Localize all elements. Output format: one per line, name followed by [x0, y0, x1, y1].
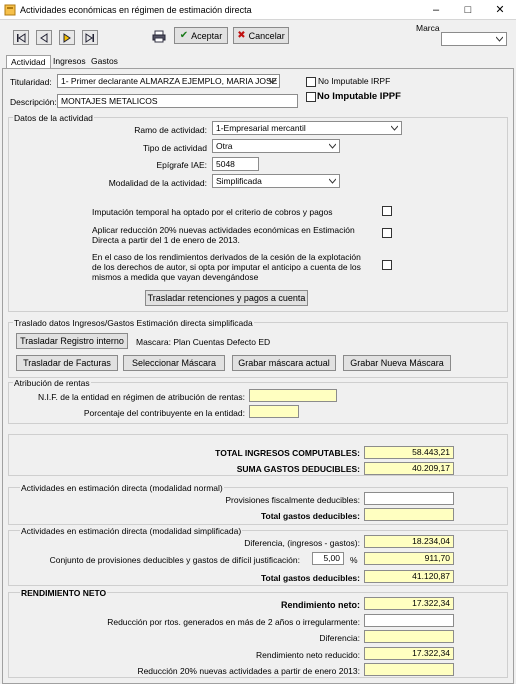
ramo-label: Ramo de actividad: — [134, 125, 207, 135]
aceptar-button[interactable] — [174, 27, 228, 44]
rendimiento-legend: RENDIMIENTO NETO — [21, 588, 107, 598]
provisiones-input[interactable] — [364, 492, 454, 505]
first-icon — [16, 33, 26, 43]
total-ingresos-label: TOTAL INGRESOS COMPUTABLES: — [215, 448, 360, 458]
modalidad-label: Modalidad de la actividad: — [108, 178, 207, 188]
normal-total-value — [364, 508, 454, 521]
chevron-down-icon — [329, 143, 336, 149]
mascara-text: Mascara: Plan Cuentas Defecto ED — [136, 337, 271, 347]
no-imputable-ippf-checkbox[interactable] — [306, 92, 316, 102]
rendimiento-neto-value: 17.322,34 — [364, 597, 454, 610]
modalidad-value: Simplificada — [216, 176, 262, 186]
trasladar-registro-button[interactable]: Trasladar Registro interno — [16, 333, 128, 349]
chevron-down-icon — [269, 78, 276, 84]
minimize-button[interactable]: – — [432, 4, 440, 16]
suma-gastos-label: SUMA GASTOS DEDUCIBLES: — [236, 464, 360, 474]
first-record-button[interactable] — [13, 30, 29, 45]
modalidad-select[interactable] — [212, 174, 340, 188]
percent-symbol: % — [350, 555, 358, 565]
descripcion-label: Descripción: — [10, 97, 57, 107]
conjunto-value: 911,70 — [364, 552, 454, 565]
traslado-legend: Traslado datos Ingresos/Gastos Estimación directa simplificada — [14, 318, 253, 328]
grabar-nueva-mascara-button[interactable]: Grabar Nueva Máscara — [343, 355, 451, 371]
check-icon: ✔ — [179, 30, 189, 41]
diferencia-label: Diferencia, (ingresos - gastos): — [244, 538, 360, 548]
reduccion-rtos-input[interactable] — [364, 614, 454, 627]
tipo-value: Otra — [216, 141, 233, 151]
atribucion-legend: Atribución de rentas — [14, 378, 90, 388]
tipo-label: Tipo de actividad — [143, 143, 207, 153]
rendimiento-diferencia-value — [364, 630, 454, 643]
titularidad-select[interactable] — [57, 74, 280, 88]
app-icon — [4, 4, 16, 16]
imputacion-label: Imputación temporal ha optado por el criterio de cobros y pagos — [92, 207, 333, 217]
tab-ingresos[interactable]: Ingresos — [53, 56, 86, 66]
simplificada-total-value: 41.120,87 — [364, 570, 454, 583]
titularidad-value: 1- Primer declarante ALMARZA EJEMPLO, MARIA JOSE — [61, 76, 278, 86]
reduccion-20-label: Reducción 20% nuevas actividades a partir de enero 2013: — [137, 666, 360, 676]
cancelar-button[interactable] — [233, 27, 289, 44]
no-imputable-irpf-label: No Imputable IRPF — [318, 76, 391, 86]
rendimiento-neto-label: Rendimiento neto: — [281, 600, 360, 610]
cancel-icon: ✖ — [237, 30, 246, 41]
porcentaje-provisiones-input[interactable]: 5,00 — [312, 552, 344, 565]
datos-actividad-legend: Datos de la actividad — [14, 113, 93, 123]
chevron-down-icon — [391, 125, 398, 131]
simplificada-legend: Actividades en estimación directa (modalidad simplificada) — [21, 526, 242, 536]
next-icon — [62, 33, 72, 43]
total-ingresos-value: 58.443,21 — [364, 446, 454, 459]
aceptar-label: Aceptar — [191, 30, 223, 41]
reduccion-20-value — [364, 663, 454, 676]
maximize-button[interactable]: □ — [464, 4, 472, 16]
epigrafe-label: Epígrafe IAE: — [156, 160, 207, 170]
porcentaje-label: Porcentaje del contribuyente en la entidad: — [83, 408, 245, 418]
no-imputable-ippf-label: No Imputable IPPF — [317, 91, 401, 102]
nif-label: N.I.F. de la entidad en régimen de atribución de rentas: — [38, 392, 245, 402]
next-record-button[interactable] — [59, 30, 75, 45]
reduccion-checkbox[interactable] — [382, 228, 392, 238]
rendimiento-reducido-label: Rendimiento neto reducido: — [256, 650, 360, 660]
ramo-value: 1-Empresarial mercantil — [216, 123, 306, 133]
descripcion-input[interactable]: MONTAJES METALICOS — [57, 94, 298, 108]
tab-actividad[interactable]: Actividad — [6, 55, 51, 70]
chevron-down-icon — [329, 178, 336, 184]
chevron-down-icon — [496, 36, 503, 42]
seleccionar-mascara-button[interactable]: Seleccionar Máscara — [123, 355, 225, 371]
nif-input[interactable] — [249, 389, 337, 402]
rendimientos-autor-checkbox[interactable] — [382, 260, 392, 270]
reduccion-label: Aplicar reducción 20% nuevas actividades económicas en Estimación Directa a partir del 1 de enero de 2013. — [92, 225, 355, 245]
porcentaje-input[interactable] — [249, 405, 299, 418]
imputacion-checkbox[interactable] — [382, 206, 392, 216]
previous-icon — [39, 33, 49, 43]
trasladar-facturas-button[interactable]: Trasladar de Facturas — [16, 355, 118, 371]
previous-record-button[interactable] — [36, 30, 52, 45]
normal-total-label: Total gastos deducibles: — [260, 511, 360, 521]
tipo-select[interactable] — [212, 139, 340, 153]
last-icon — [85, 33, 95, 43]
cancelar-label: Cancelar — [248, 30, 285, 41]
tab-gastos[interactable]: Gastos — [91, 56, 118, 66]
epigrafe-input[interactable]: 5048 — [212, 157, 259, 171]
ramo-select[interactable] — [212, 121, 402, 135]
rendimiento-diferencia-label: Diferencia: — [319, 633, 360, 643]
trasladar-retenciones-button[interactable]: Trasladar retenciones y pagos a cuenta — [145, 290, 308, 306]
reduccion-rtos-label: Reducción por rtos. generados en más de 2 años o irregularmente: — [107, 617, 360, 627]
rendimiento-reducido-value: 17.322,34 — [364, 647, 454, 660]
close-button[interactable]: ✕ — [495, 4, 505, 16]
diferencia-value: 18.234,04 — [364, 535, 454, 548]
print-icon[interactable] — [152, 30, 166, 43]
simplificada-total-label: Total gastos deducibles: — [260, 573, 360, 583]
marca-select[interactable] — [441, 32, 507, 46]
grabar-mascara-button[interactable]: Grabar máscara actual — [232, 355, 336, 371]
provisiones-label: Provisiones fiscalmente deducibles: — [225, 495, 360, 505]
no-imputable-irpf-checkbox[interactable] — [306, 77, 316, 87]
suma-gastos-value: 40.209,17 — [364, 462, 454, 475]
title-bar — [0, 0, 516, 20]
rendimientos-autor-label: En el caso de los rendimientos derivados de la cesión de la explotación de los derechos de autor, si opta por imputar el anticipo a cuenta de los mismos a medida que vayan devengándose — [92, 252, 361, 282]
conjunto-label: Conjunto de provisiones deducibles y gastos de difícil justificación: — [49, 555, 300, 565]
last-record-button[interactable] — [82, 30, 98, 45]
marca-label: Marca — [416, 23, 440, 33]
titularidad-label: Titularidad: — [10, 77, 52, 87]
normal-legend: Actividades en estimación directa (modalidad normal) — [21, 483, 223, 493]
window-title: Actividades económicas en régimen de estimación directa — [20, 5, 252, 15]
